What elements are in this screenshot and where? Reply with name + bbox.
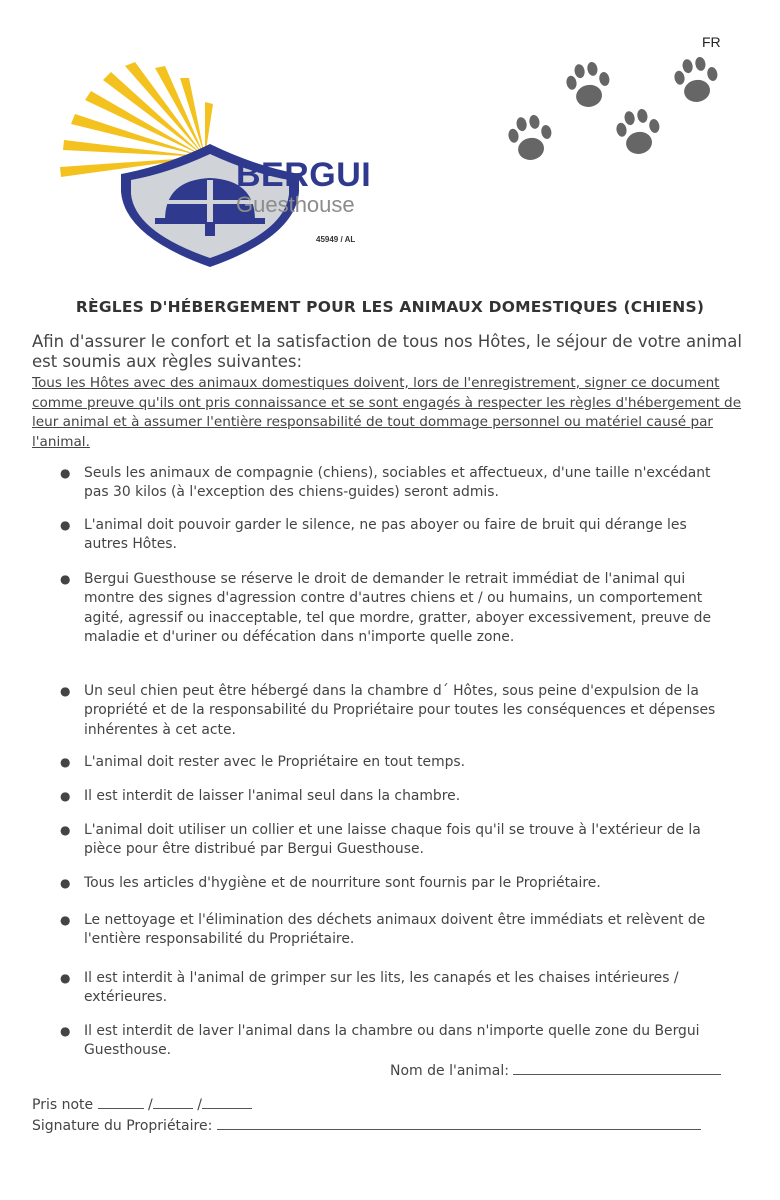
list-item: ● Bergui Guesthouse se réserve le droit de demander le retrait immédiat de l'animal qui montre des signes d'agression contre d'autres chiens et / ou humains, un comportement agité, agressif ou inacceptable, tel que mordre, gratter, aboyer excessivement, preuve de maladie et d'uriner ou défécation dans n'importe quelle zone. (60, 571, 711, 645)
bullet-icon: ● (60, 789, 71, 803)
bullet-icon: ● (60, 572, 71, 586)
bullet-icon: ● (60, 1024, 71, 1038)
paw-prints-icon (500, 55, 740, 175)
brand-subtitle: Guesthouse (236, 192, 355, 217)
intro-underlined-paragraph: Tous les Hôtes avec des animaux domestiques doivent, lors de l'enregistrement, signer ce document comme preuve qu'ils ont pris connaissance et se sont engagés à respecter les règles d'hébergement de leur animal et à assumer l'entière responsabilité de tout dommage personnel ou matériel causé par l'animal. (32, 375, 742, 450)
brand-name: BERGUI (236, 156, 372, 194)
signature-row (32, 1115, 701, 1136)
bullet-icon: ● (60, 823, 71, 837)
bullet-icon: ● (60, 466, 71, 480)
bullet-icon: ● (60, 684, 71, 698)
bullet-icon: ● (60, 971, 71, 985)
list-item: ● L'animal doit utiliser un collier et une laisse chaque fois qu'il se trouve à l'extérieur de la pièce pour être distribué par Bergui Guesthouse. (60, 822, 701, 858)
list-item: ● Un seul chien peut être hébergé dans la chambre d´ Hôtes, sous peine d'expulsion de la propriété et de la responsabilité du Propriétaire pour toutes les conséquences et dépenses inhérentes à cet acte. (60, 683, 716, 738)
bullet-icon: ● (60, 518, 71, 532)
pet-name-label: Nom de l'animal: (390, 1063, 509, 1079)
bullet-icon: ● (60, 755, 71, 769)
brand-wordmark (236, 158, 371, 218)
bullet-icon: ● (60, 876, 71, 890)
language-label: FR (702, 34, 721, 50)
list-item: ● Il est interdit de laver l'animal dans la chambre ou dans n'importe quelle zone du Bergui Guesthouse. (60, 1023, 700, 1059)
signature-input-line[interactable] (217, 1115, 701, 1130)
date-label: Pris note (32, 1097, 94, 1113)
bullet-icon: ● (60, 913, 71, 927)
date-month-line[interactable] (153, 1094, 193, 1109)
registration-number: 45949 / AL (316, 235, 356, 244)
list-item: ● L'animal doit rester avec le Propriétaire en tout temps. (84, 753, 734, 772)
list-item: ● Tous les articles d'hygiène et de nourriture sont fournis par le Propriétaire. (84, 874, 734, 893)
date-year-line[interactable] (202, 1094, 252, 1109)
page-title: RÈGLES D'HÉBERGEMENT POUR LES ANIMAUX DOMESTIQUES (CHIENS) (75, 298, 705, 316)
list-item: ● L'animal doit pouvoir garder le silence, ne pas aboyer ou faire de bruit qui dérange les autres Hôtes. (60, 517, 687, 553)
signature-label: Signature du Propriétaire: (32, 1118, 213, 1134)
pet-name-field (390, 1060, 721, 1079)
pet-name-input-line[interactable] (513, 1060, 721, 1075)
list-item: ● Il est interdit à l'animal de grimper sur les lits, les canapés et les chaises intérieures / extérieures. (60, 970, 679, 1006)
date-day-line[interactable] (98, 1094, 144, 1109)
list-item: ● Il est interdit de laisser l'animal seul dans la chambre. (84, 787, 734, 806)
list-item: ● Seuls les animaux de compagnie (chiens), sociables et affectueux, d'une taille n'excédant pas 30 kilos (à l'exception des chiens-guides) seront admis. (60, 465, 711, 501)
intro-paragraph: Afin d'assurer le confort et la satisfaction de tous nos Hôtes, le séjour de votre animal est soumis aux règles suivantes: (32, 332, 742, 371)
signature-block (32, 1094, 701, 1136)
list-item: ● Le nettoyage et l'élimination des déchets animaux doivent être immédiats et relèvent de l'entière responsabilité du Propriétaire. (60, 912, 706, 948)
date-row: Pris note / / (32, 1094, 701, 1115)
